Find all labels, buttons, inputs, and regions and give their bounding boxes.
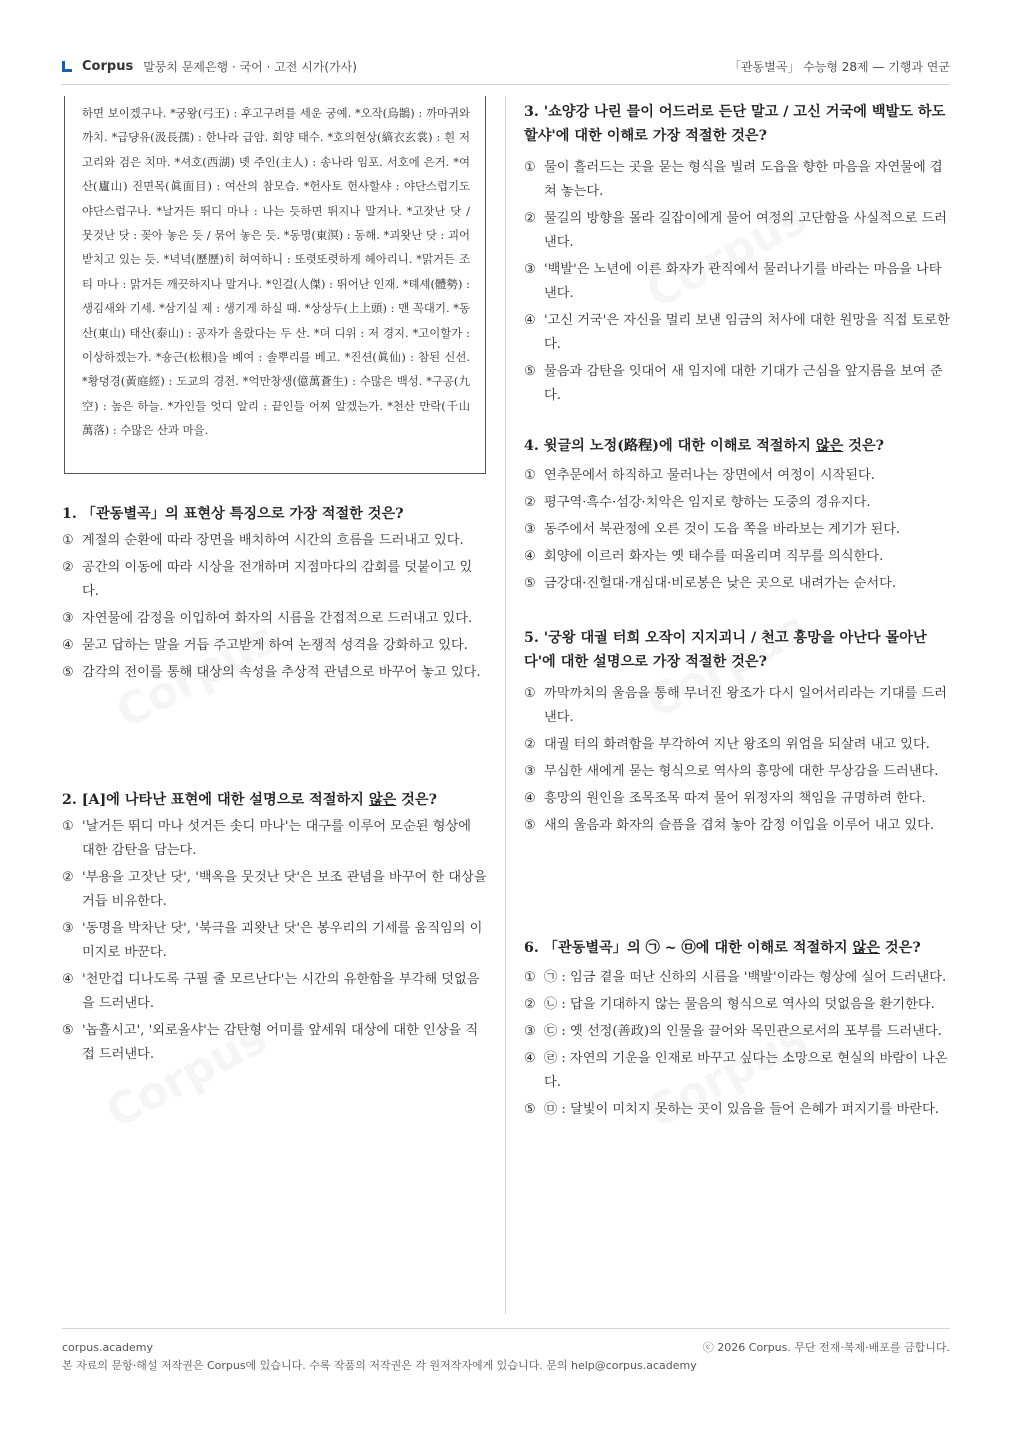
corpus-logo-icon: [62, 61, 72, 72]
breadcrumb: 말뭉치 문제은행 · 국어 · 고전 시가(가사): [143, 60, 357, 74]
column-divider: [505, 96, 506, 1314]
choice[interactable]: ④ 흥망의 원인을 조목조목 따져 물어 위정자의 책임을 규명하려 한다.: [524, 791, 926, 806]
choice[interactable]: ⑤ 금강대·진헐대·개심대·비로봉은 낮은 곳으로 내려가는 순서다.: [524, 576, 897, 591]
question-5: [524, 626, 950, 838]
choice[interactable]: ③ '동명을 박차난 닷', '북극을 괴왓난 닷'은 봉우리의 기세를 움직임의 이미지로 바꾼다.: [62, 921, 483, 960]
footer-site-link[interactable]: corpus.academy: [62, 1341, 153, 1354]
choice[interactable]: ① 까막까치의 울음을 통해 무너진 왕조가 다시 일어서리라는 기대를 드러낸다.: [524, 686, 947, 725]
choice[interactable]: ② 물길의 방향을 몰라 길잡이에게 물어 여정의 고단함을 사실적으로 드러낸다.: [524, 211, 947, 250]
choice[interactable]: ① 물이 흘러드는 곳을 묻는 형식을 빌려 도읍을 향한 마음을 자연물에 겹쳐 놓는다.: [524, 160, 943, 199]
question-title: 6. 「관동별곡」의 ㉠ ~ ㉤에 대한 이해로 적절하지 않은 것은?: [524, 940, 921, 956]
choice[interactable]: ② '부용을 고잣난 닷', '백옥을 뭇것난 닷'은 보조 관념을 바꾸어 한 대상을 거듭 비유한다.: [62, 870, 487, 909]
choice[interactable]: ② ㉡ : 답을 기대하지 않는 물음의 형식으로 역사의 덧없음을 환기한다.: [524, 997, 935, 1012]
choice[interactable]: ① 연추문에서 하직하고 물러나는 장면에서 여정이 시작된다.: [524, 468, 875, 483]
choice[interactable]: ⑤ 물음과 감탄을 잇대어 새 임지에 대한 기대가 근심을 앞지름을 보여 준다.: [524, 364, 943, 403]
question-title: 1. 「관동별곡」의 표현상 특징으로 가장 적절한 것은?: [62, 506, 404, 522]
brand-name: Corpus: [82, 59, 134, 74]
choice[interactable]: ③ 동주에서 북관정에 오른 것이 도읍 쪽을 바라보는 계기가 된다.: [524, 522, 901, 537]
page-header: [62, 58, 950, 85]
question-6: [524, 936, 950, 1122]
footer-notice: 본 자료의 문항·해설 저작권은 Corpus에 있습니다. 수록 작품의 저작권은 각 원저작자에게 있습니다. 문의 help@corpus.academy: [62, 1359, 697, 1372]
choice[interactable]: ④ ㉣ : 자연의 기운을 인재로 바꾸고 싶다는 소망으로 현실의 바람이 나온다.: [524, 1051, 948, 1090]
choice[interactable]: ② 공간의 이동에 따라 시상을 전개하며 지점마다의 감회를 덧붙이고 있다.: [62, 560, 473, 599]
choice[interactable]: ③ 자연물에 감정을 이입하여 화자의 시름을 간접적으로 드러내고 있다.: [62, 611, 473, 626]
question-4: [524, 434, 950, 596]
choice[interactable]: ⑤ ㉤ : 달빛이 미치지 못하는 곳이 있음을 들어 은혜가 퍼지기를 바란다.: [524, 1102, 939, 1117]
choice[interactable]: ② 평구역·흑수·섬강·치악은 임지로 향하는 도중의 경유지다.: [524, 495, 871, 510]
choice[interactable]: ⑤ 새의 울음과 화자의 슬픔을 겹쳐 놓아 감정 이입을 이루어 내고 있다.: [524, 818, 935, 833]
choice[interactable]: ④ '천만겁 디나도록 구필 줄 모르난다'는 시간의 유한함을 부각해 덧없음을 드러낸다.: [62, 972, 480, 1011]
footer-copyright: ⓒ 2026 Corpus. 무단 전재·복제·배포를 금합니다.: [702, 1341, 950, 1354]
question-title: 2. [A]에 나타난 표현에 대한 설명으로 적절하지 않은 것은?: [62, 792, 437, 808]
brand: [62, 58, 357, 75]
question-title: 4. 윗글의 노정(路程)에 대한 이해로 적절하지 않은 것은?: [524, 438, 884, 454]
question-title: 3. '쇼양강 나린 믈이 어드러로 든단 말고 / 고신 거국에 백발도 하도 할샤'에 대한 이해로 가장 적절한 것은?: [524, 104, 946, 144]
choice[interactable]: ② 대궐 터의 화려함을 부각하여 지난 왕조의 위엄을 되살려 내고 있다.: [524, 737, 930, 752]
glossary-text: 하면 보이겠구나. *궁왕(弓王) : 후고구려를 세운 궁예. *오작(烏鵲) : 까마귀와 까치. *급댱유(汲長孺) : 한나라 급암. 회양 태수. *호의현상(縞衣玄裳) : 흰 저고리와 검은 치마. *셔호(西湖) 녯 주인(主人) : 송나라 임포. 서호에 은거. *여산(廬山) 진면목(眞面目) : 여산의 참모습. *헌사토 헌사할샤 : 야단스럽기도 야단스럽구나. *날거든 뛰디 마나 : 나는 듯하면 뛰지나 말거나. *고잣난 닷 / 뭇것난 닷 : 꽂아 놓은 듯 / 묶어 놓은 듯. *동명(東溟) : 동해. *괴왓난 닷 : 괴어 받치고 있는 듯. *녁녁(歷歷)히 혀여하니 : 또렷또렷하게 헤아리니. *맑거든 조티 마나 : 맑거든 깨끗하지나 말거나. *인걸(人傑) : 뛰어난 인재. *톄셰(體勢) : 생김새와 기세. *삼기실 제 : 생기게 하실 때. *상상두(上上頭) : 맨 꼭대기. *동산(東山) 태산(泰山) : 공자가 올랐다는 두 산. *뎌 디위 : 저 경지. *고이할가 : 이상하겠는가. *숑근(松根)을 볘여 : 솔뿌리를 베고. *진션(眞仙) : 참된 신선. *황뎡경(黃庭經) : 도교의 경전. *억만창생(億萬蒼生) : 수많은 백성. *구공(九空) : 높은 하늘. *가인들 엇디 알리 : 끝인들 어찌 알겠는가. *천산 만락(千山萬落) : 수많은 산과 마을.: [82, 106, 470, 438]
choice[interactable]: ③ '백발'은 노년에 이른 화자가 관직에서 물러나기를 바라는 마음을 나타낸다.: [524, 262, 942, 301]
choice[interactable]: ① 계절의 순환에 따라 장면을 배치하여 시간의 흐름을 드러내고 있다.: [62, 533, 464, 548]
choice[interactable]: ③ 무심한 새에게 묻는 형식으로 역사의 흥망에 대한 무상감을 드러낸다.: [524, 764, 939, 779]
choice[interactable]: ⑤ '놉흘시고', '외로올샤'는 감탄형 어미를 앞세워 대상에 대한 인상을 직접 드러낸다.: [62, 1023, 479, 1062]
question-1: [62, 502, 487, 685]
choice[interactable]: ④ 묻고 답하는 말을 거듭 주고받게 하여 논쟁적 성격을 강화하고 있다.: [62, 638, 468, 653]
document-title: 「관동별곡」 수능형 28제 — 기행과 연군: [728, 60, 950, 74]
page-footer: [62, 1328, 950, 1375]
question-3: [524, 100, 950, 408]
question-2: [62, 788, 487, 1067]
choice[interactable]: ① ㉠ : 임금 곁을 떠난 신하의 시름을 '백발'이라는 형상에 실어 드러낸다.: [524, 970, 947, 985]
choice[interactable]: ④ 회양에 이르러 화자는 옛 태수를 떠올리며 직무를 의식한다.: [524, 549, 884, 564]
choice[interactable]: ⑤ 감각의 전이를 통해 대상의 속성을 추상적 관념으로 바꾸어 놓고 있다.: [62, 665, 481, 680]
choice[interactable]: ③ ㉢ : 옛 선정(善政)의 인물을 끌어와 목민관으로서의 포부를 드러낸다.: [524, 1024, 942, 1039]
question-title: 5. '궁왕 대궐 터희 오작이 지지괴니 / 천고 흥망을 아난다 몰아난다'에 대한 설명으로 가장 적절한 것은?: [524, 630, 927, 670]
choice[interactable]: ④ '고신 거국'은 자신을 멀리 보낸 임금의 처사에 대한 원망을 직접 토로한다.: [524, 313, 950, 352]
choice[interactable]: ① '날거든 뛰디 마나 섯거든 솟디 마나'는 대구를 이루어 모순된 형상에 대한 감탄을 담는다.: [62, 819, 471, 858]
